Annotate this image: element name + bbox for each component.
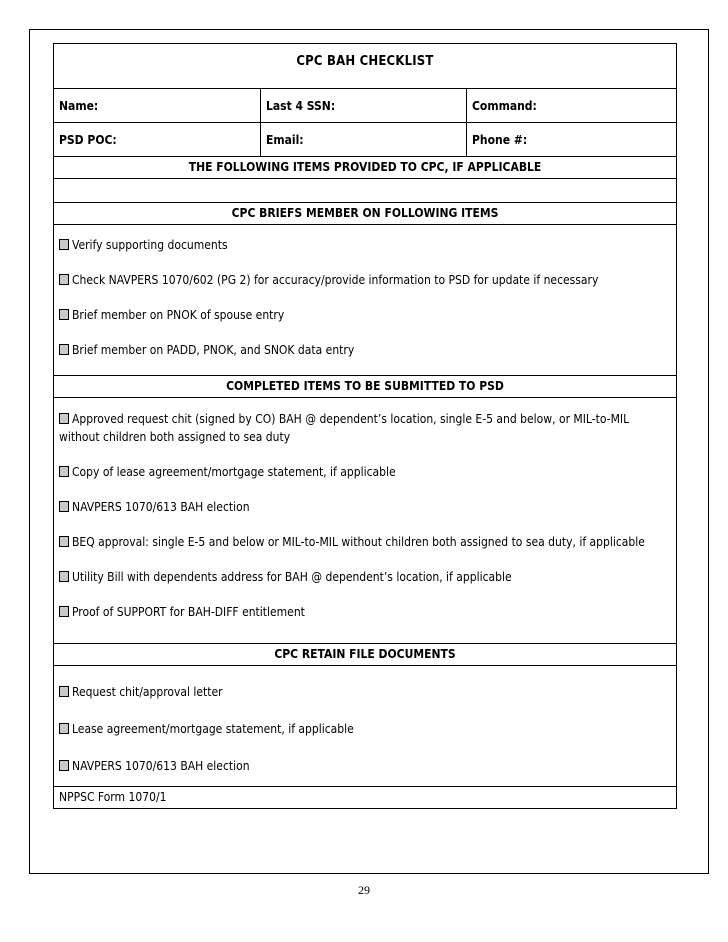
provided-items-blank	[54, 179, 676, 203]
checklist-item: Copy of lease agreement/mortgage statement, if applicable	[59, 463, 670, 481]
checkbox[interactable]	[59, 723, 69, 734]
page-number: 29	[358, 883, 370, 897]
checklist-item: Request chit/approval letter	[59, 683, 670, 701]
checkbox[interactable]	[59, 760, 69, 771]
phone-field-label[interactable]: Phone #:	[472, 133, 528, 147]
email-field-label[interactable]: Email:	[261, 123, 467, 156]
section-heading-provided: THE FOLLOWING ITEMS PROVIDED TO CPC, IF APPLICABLE	[54, 157, 676, 179]
checklist-form	[53, 43, 677, 809]
checklist-item: Brief member on PADD, PNOK, and SNOK data entry	[59, 341, 670, 359]
checkbox[interactable]	[59, 686, 69, 697]
checklist-item: NAVPERS 1070/613 BAH election	[59, 498, 670, 516]
form-title: CPC BAH CHECKLIST	[54, 44, 676, 89]
checklist-item: Utility Bill with dependents address for BAH @ dependent’s location, if applicable	[59, 568, 670, 586]
command-field-label[interactable]: Command:	[472, 99, 537, 113]
checkbox[interactable]	[59, 501, 69, 512]
checklist-item: Verify supporting documents	[59, 236, 670, 254]
checklist-item: BEQ approval: single E-5 and below or MIL-to-MIL without children both assigned to sea duty, if applicable	[59, 533, 670, 551]
info-row-psd	[54, 123, 676, 157]
checkbox[interactable]	[59, 344, 69, 355]
section-heading-retain: CPC RETAIN FILE DOCUMENTS	[54, 644, 676, 666]
briefs-items	[54, 225, 676, 376]
section-heading-completed: COMPLETED ITEMS TO BE SUBMITTED TO PSD	[54, 376, 676, 398]
checkbox[interactable]	[59, 309, 69, 320]
info-row-member	[54, 89, 676, 123]
checklist-item: Lease agreement/mortgage statement, if applicable	[59, 720, 670, 738]
checkbox[interactable]	[59, 536, 69, 547]
checkbox[interactable]	[59, 239, 69, 250]
section-heading-briefs: CPC BRIEFS MEMBER ON FOLLOWING ITEMS	[54, 203, 676, 225]
checkbox[interactable]	[59, 571, 69, 582]
name-field-label[interactable]: Name:	[54, 89, 261, 122]
psd-poc-field-label[interactable]: PSD POC:	[54, 123, 261, 156]
form-number: NPPSC Form 1070/1	[54, 787, 676, 809]
retain-items	[54, 666, 676, 787]
completed-items	[54, 398, 676, 644]
checklist-item: Proof of SUPPORT for BAH-DIFF entitlement	[59, 603, 670, 621]
checkbox[interactable]	[59, 466, 69, 477]
checklist-item: Check NAVPERS 1070/602 (PG 2) for accuracy/provide information to PSD for update if necessary	[59, 271, 670, 289]
checkbox[interactable]	[59, 274, 69, 285]
checkbox[interactable]	[59, 413, 69, 424]
checklist-item: Brief member on PNOK of spouse entry	[59, 306, 670, 324]
checklist-item: Approved request chit (signed by CO) BAH @ dependent’s location, single E-5 and below, or MIL-to-MIL without children both assigned to sea duty	[59, 412, 630, 444]
checkbox[interactable]	[59, 606, 69, 617]
ssn-field-label[interactable]: Last 4 SSN:	[261, 89, 467, 122]
checklist-item: NAVPERS 1070/613 BAH election	[59, 757, 670, 775]
